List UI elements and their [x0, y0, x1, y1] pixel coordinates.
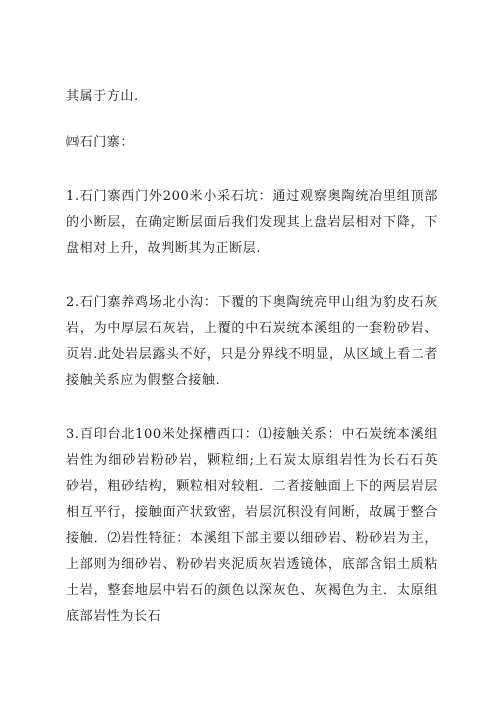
paragraph-item-3: 3.百印台北100米处探槽西口：⑴接触关系：中石炭统本溪组岩性为细砂岩粉砂岩，颗粒细;上石炭太原组岩性为长石石英砂岩，粗砂结构，颗粒相对较粗．二者接触面上下的两层岩层相互平行，接触面产状致密，岩层沉积没有间断，故属于整合接触．⑵岩性特征：本溪组下部主要以细砂岩、粉砂岩为主，上部则为细砂岩、粉砂岩夹泥质灰岩透镜体，底部含铝土质粘土岩，整套地层中岩石的颜色以深灰色、灰褐色为主．太原组底部岩性为长石 — [66, 427, 438, 624]
document-body — [66, 84, 438, 630]
paragraph-item-2: 2.石门寨养鸡场北小沟：下覆的下奥陶统亮甲山组为豹皮石灰岩，为中厚层石灰岩，上覆的中石炭统本溪组的一套粉砂岩、页岩.此处岩层露头不好，只是分界线不明显，从区域上看二者接触关系应为假整合接触. — [66, 295, 438, 388]
paragraph-item-1: 1.石门寨西门外200米小采石坑：通过观察奥陶统冶里组顶部的小断层，在确定断层面后我们发现其上盘岩层相对下降，下盘相对上升，故判断其为正断层. — [66, 189, 438, 256]
section-heading: ㈣石门寨： — [66, 135, 135, 150]
paragraph-continuation: 其属于方山. — [66, 89, 139, 104]
